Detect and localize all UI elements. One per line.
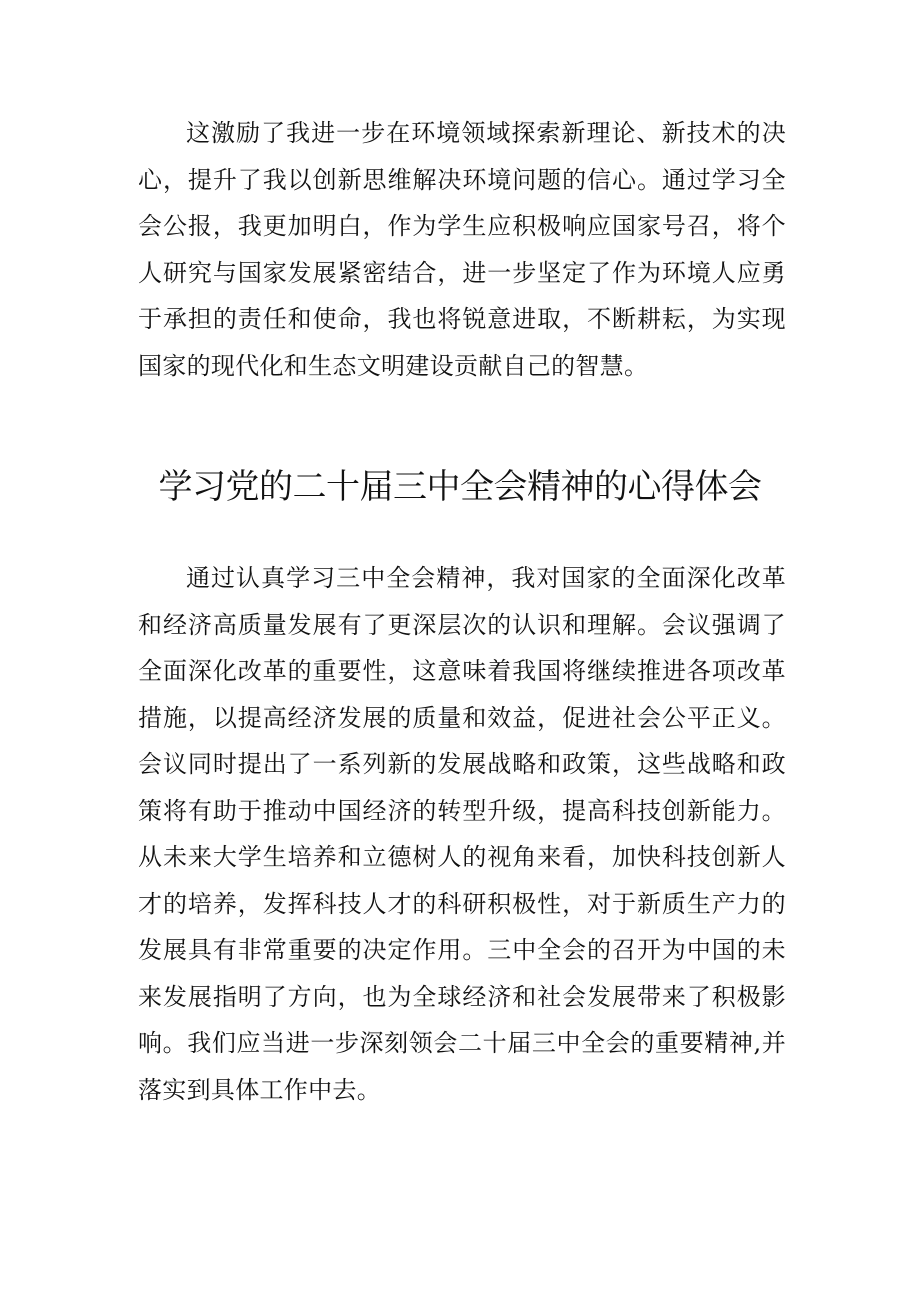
section-heading: 学习党的二十届三中全会精神的心得体会 (158, 467, 762, 507)
paragraph-1: 这激励了我进一步在环境领域探索新理论、新技术的决心，提升了我以创新思维解决环境问题的信心。通过学习全会公报，我更加明白，作为学生应积极响应国家号召，将个人研究与国家发展紧密结合，进一步坚定了作为环境人应勇于承担的责任和使命，我也将锐意进取，不断耕耘，为实现国家的现代化和生态文明建设贡献自己的智慧。 (138, 119, 786, 380)
paragraph-2: 通过认真学习三中全会精神，我对国家的全面深化改革和经济高质量发展有了更深层次的认识和理解。会议强调了全面深化改革的重要性，这意味着我国将继续推进各项改革措施，以提高经济发展的质量和效益，促进社会公平正义。会议同时提出了一系列新的发展战略和政策，这些战略和政策将有助于推动中国经济的转型升级，提高科技创新能力。从未来大学生培养和立德树人的视角来看，加快科技创新人才的培养，发挥科技人才的科研积极性，对于新质生产力的发展具有非常重要的决定作用。三中全会的召开为中国的未来发展指明了方向，也为全球经济和社会发展带来了积极影响。我们应当进一步深刻领会二十届三中全会的重要精神,并落实到具体工作中去。 (138, 564, 786, 1104)
